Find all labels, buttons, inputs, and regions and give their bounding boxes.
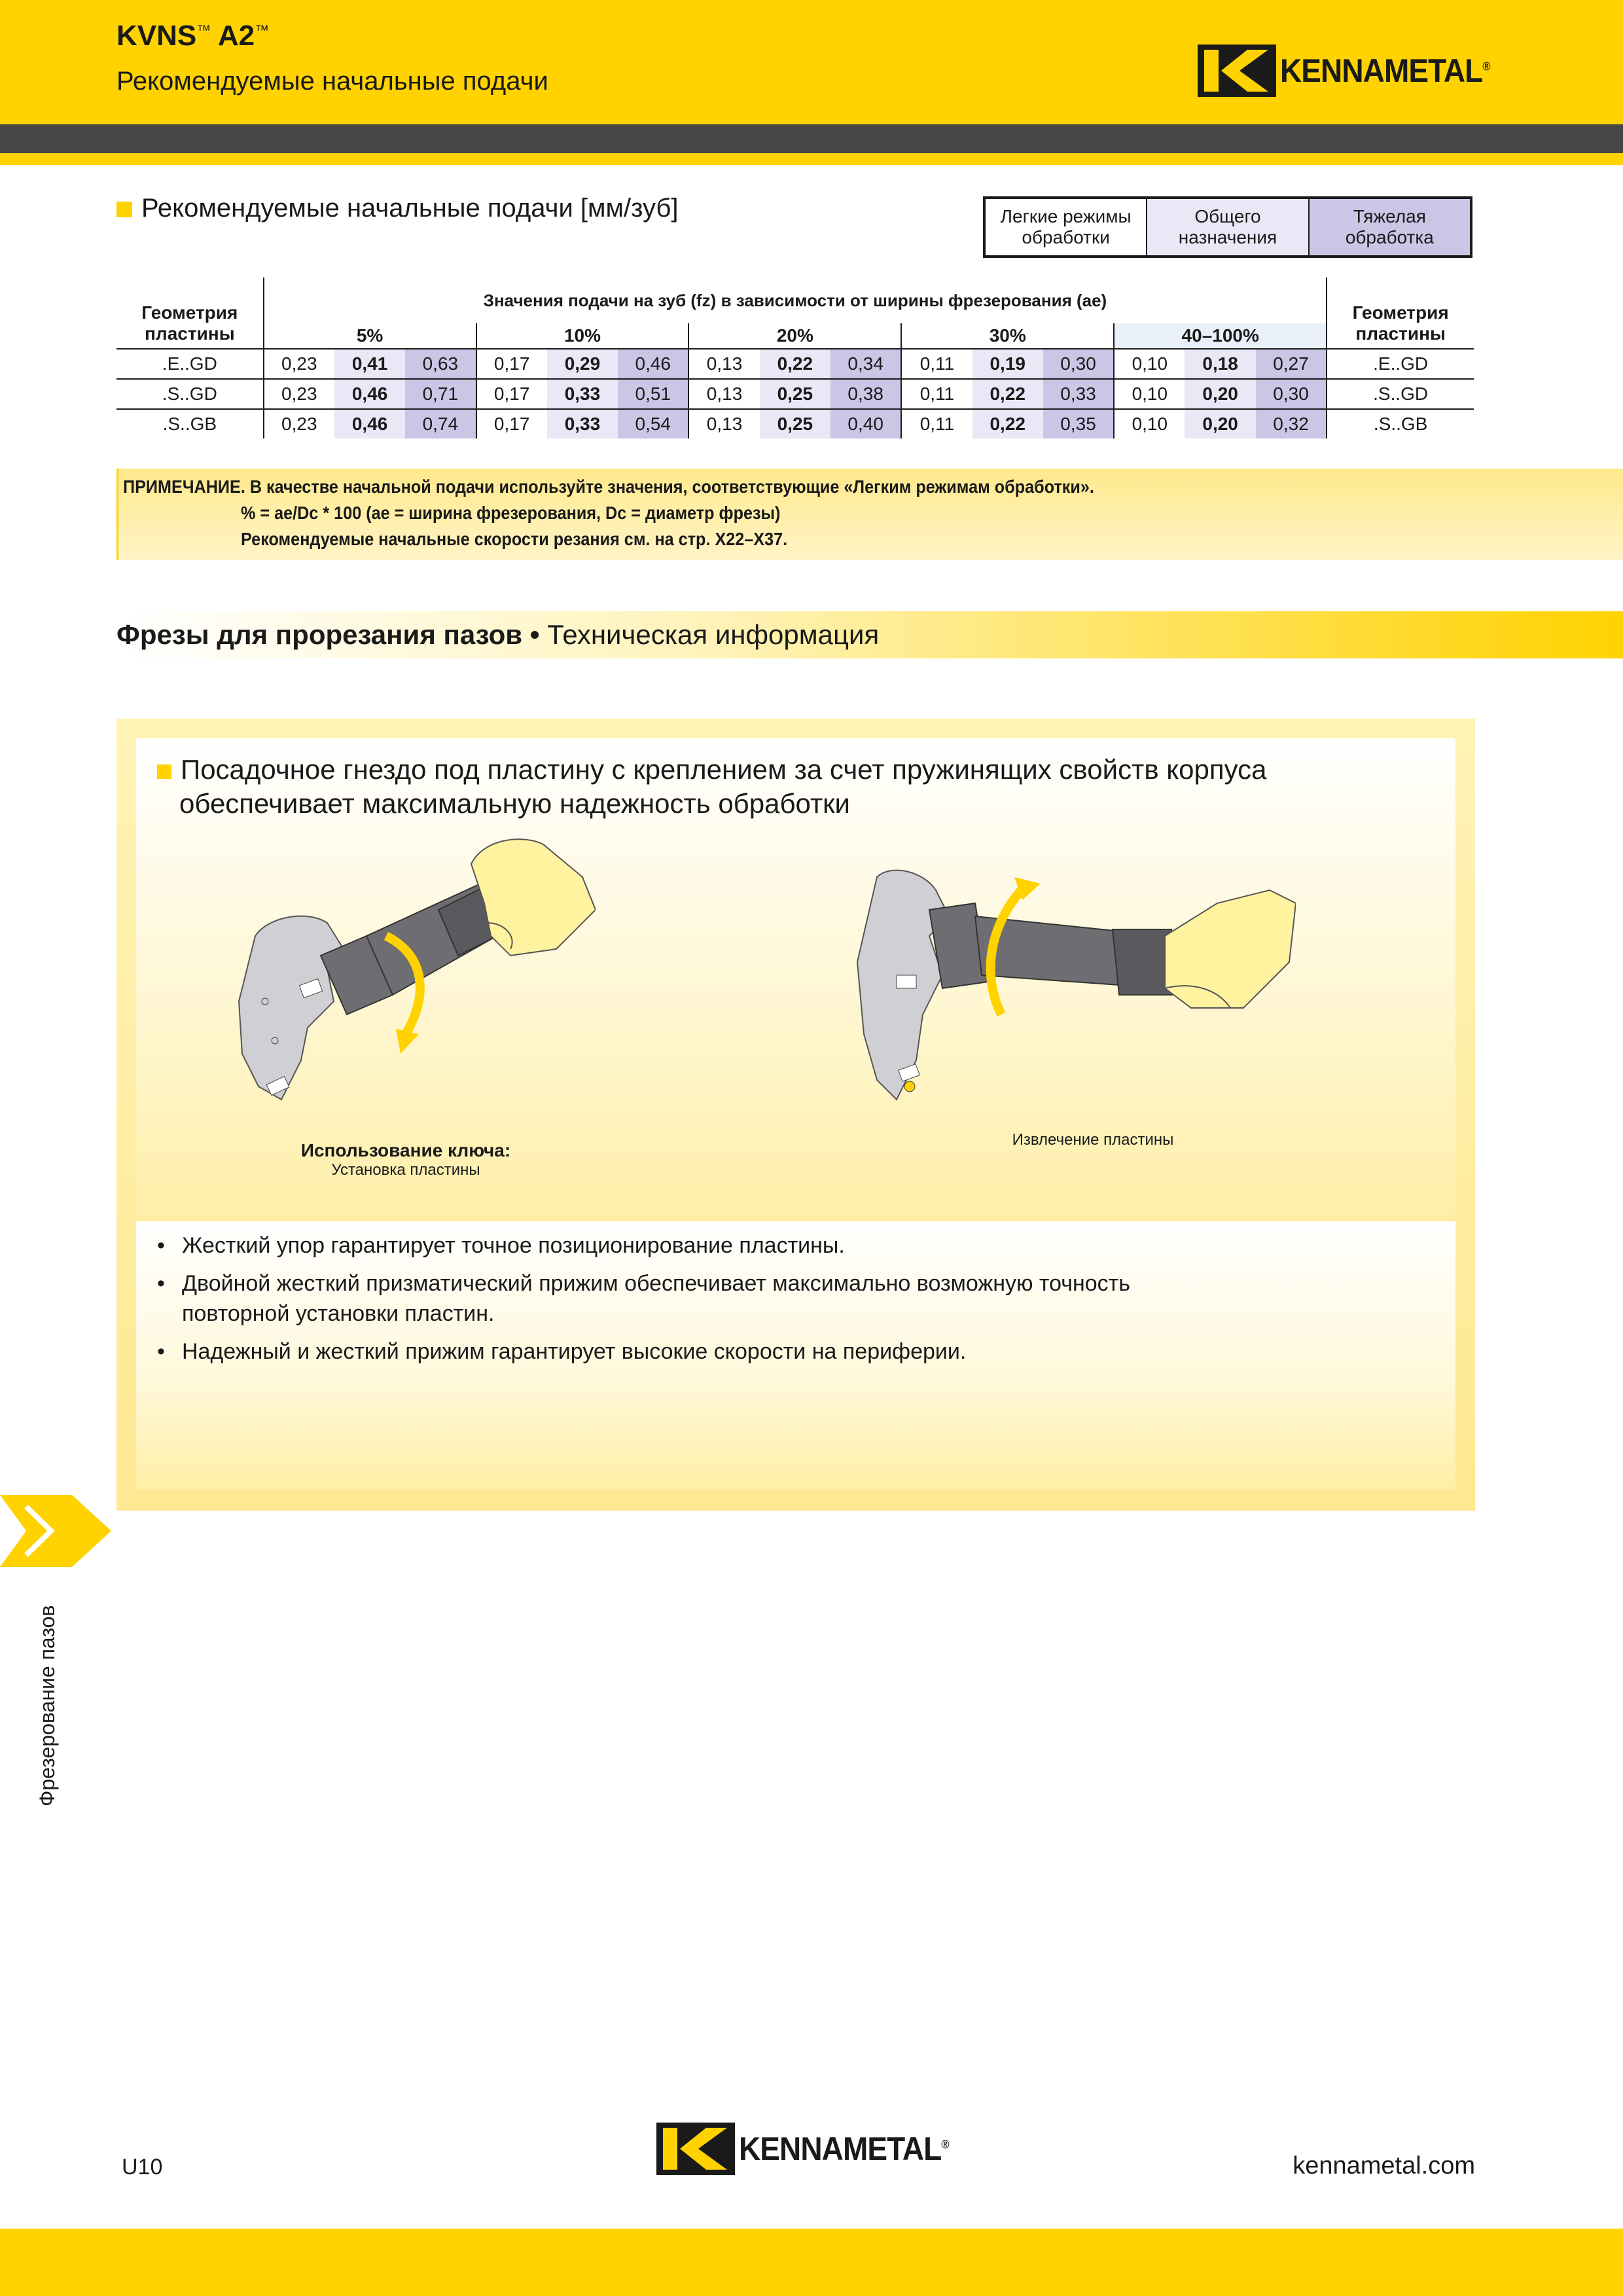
legend-heavy: Тяжелая обработка xyxy=(1310,199,1470,255)
feed-value-cell: 0,10 xyxy=(1114,379,1185,409)
feed-value-cell: 0,33 xyxy=(547,379,618,409)
feed-value-cell: 0,13 xyxy=(688,349,759,379)
feed-value-cell: 0,22 xyxy=(760,349,830,379)
geometry-cell: .S..GD xyxy=(116,379,264,409)
side-tab-label: Фрезерование пазов xyxy=(35,1605,59,1806)
feed-value-cell: 0,51 xyxy=(618,379,688,409)
feed-value-cell: 0,54 xyxy=(618,409,688,439)
page-subtitle: Рекомендуемые начальные подачи xyxy=(116,67,548,96)
width-header: 30% xyxy=(901,323,1114,349)
table-row xyxy=(116,409,1474,439)
feed-value-cell: 0,11 xyxy=(901,379,972,409)
feed-value-cell: 0,46 xyxy=(618,349,688,379)
geometry-cell: .S..GB xyxy=(116,409,264,439)
image2-caption: Извлечение пластины xyxy=(1012,1131,1174,1149)
feed-value-cell: 0,23 xyxy=(264,409,334,439)
note-line: % = ae/Dc * 100 (ae = ширина фрезерования, Dc = диаметр фрезы) xyxy=(241,503,781,523)
feed-value-cell: 0,11 xyxy=(901,409,972,439)
feed-value-cell: 0,17 xyxy=(476,379,547,409)
header-gray-stripe xyxy=(0,124,1623,153)
feed-value-cell: 0,18 xyxy=(1185,349,1255,379)
geometry-cell: .E..GD xyxy=(1327,349,1474,379)
note-accent xyxy=(116,469,118,560)
bullet-item: • Двойной жесткий призматический прижим обеспечивает максимально возможную точность повторной установки пластин. xyxy=(157,1268,1400,1329)
feed-value-cell: 0,32 xyxy=(1256,409,1327,439)
feed-value-cell: 0,20 xyxy=(1185,379,1255,409)
feed-value-cell: 0,63 xyxy=(405,349,476,379)
feed-table-wrapper xyxy=(116,278,1474,439)
website-link[interactable]: kennametal.com xyxy=(1293,2152,1475,2179)
feed-value-cell: 0,11 xyxy=(901,349,972,379)
width-header: 20% xyxy=(688,323,901,349)
feed-value-cell: 0,30 xyxy=(1256,379,1327,409)
note-line: ПРИМЕЧАНИЕ. В качестве начальной подачи используйте значения, соответствующие «Легким режимам обработки». xyxy=(123,476,1094,497)
feature-heading: Посадочное гнездо под пластину с креплением за счет пружинящих свойств корпуса обеспечивает максимальную надежность обработки xyxy=(157,753,1400,821)
feed-value-cell: 0,71 xyxy=(405,379,476,409)
feed-table xyxy=(116,278,1474,439)
width-header: 5% xyxy=(264,323,476,349)
geometry-cell: .E..GD xyxy=(116,349,264,379)
logo-wordmark: KENNAMETAL® xyxy=(739,2130,949,2167)
feed-value-cell: 0,20 xyxy=(1185,409,1255,439)
feed-main-header: Значения подачи на зуб (fz) в зависимости от ширины фрезерования (ae) xyxy=(483,290,1107,310)
feed-value-cell: 0,74 xyxy=(405,409,476,439)
page-title: KVNS™ A2™ xyxy=(116,20,270,52)
feed-value-cell: 0,17 xyxy=(476,409,547,439)
bullet-item: • Жесткий упор гарантирует точное позиционирование пластины. xyxy=(157,1230,1400,1261)
feed-value-cell: 0,23 xyxy=(264,379,334,409)
legend xyxy=(983,196,1472,258)
yellow-square-icon xyxy=(116,202,132,217)
feed-value-cell: 0,30 xyxy=(1043,349,1114,379)
legend-light: Легкие режимы обработки xyxy=(986,199,1147,255)
bullet-dot-icon: • xyxy=(157,1339,165,1364)
image1-caption: Использование ключа: Установка пластины xyxy=(300,1140,511,1179)
feed-value-cell: 0,40 xyxy=(830,409,901,439)
geometry-cell: .S..GD xyxy=(1327,379,1474,409)
feed-value-cell: 0,46 xyxy=(334,409,405,439)
feed-value-cell: 0,46 xyxy=(334,379,405,409)
feed-value-cell: 0,35 xyxy=(1043,409,1114,439)
feature-bullets xyxy=(157,1230,1400,1374)
feed-value-cell: 0,23 xyxy=(264,349,334,379)
feed-value-cell: 0,25 xyxy=(760,379,830,409)
feed-value-cell: 0,10 xyxy=(1114,349,1185,379)
feed-value-cell: 0,41 xyxy=(334,349,405,379)
feed-value-cell: 0,22 xyxy=(972,409,1043,439)
kennametal-k-icon xyxy=(1198,45,1276,97)
feed-value-cell: 0,27 xyxy=(1256,349,1327,379)
width-header: 40–100% xyxy=(1114,323,1327,349)
feed-table-body xyxy=(116,349,1474,439)
header-yellow-stripe xyxy=(0,153,1623,165)
table-row xyxy=(116,349,1474,379)
feed-value-cell: 0,25 xyxy=(760,409,830,439)
footer-band xyxy=(0,2229,1623,2296)
yellow-square-icon xyxy=(157,764,171,779)
note-line: Рекомендуемые начальные скорости резания см. на стр. X22–X37. xyxy=(241,529,788,549)
kennametal-logo-footer xyxy=(656,2123,967,2175)
feeds-section-title: Рекомендуемые начальные подачи [мм/зуб] xyxy=(116,194,679,223)
feed-value-cell: 0,38 xyxy=(830,379,901,409)
table-row xyxy=(116,379,1474,409)
bullet-item: • Надежный и жесткий прижим гарантирует высокие скорости на периферии. xyxy=(157,1336,1400,1367)
kennametal-k-icon xyxy=(656,2123,735,2175)
bullet-dot-icon: • xyxy=(157,1271,165,1296)
bullet-dot-icon: • xyxy=(157,1233,165,1258)
logo-wordmark: KENNAMETAL® xyxy=(1280,52,1490,89)
tech-section-title: Фрезы для прорезания пазов • Техническая информация xyxy=(116,619,880,650)
geometry-header-left: Геометрия пластины xyxy=(116,278,264,349)
feed-value-cell: 0,10 xyxy=(1114,409,1185,439)
feed-value-cell: 0,33 xyxy=(547,409,618,439)
legend-general: Общего назначения xyxy=(1147,199,1309,255)
wrench-removal-illustration xyxy=(851,864,1296,1126)
feed-value-cell: 0,33 xyxy=(1043,379,1114,409)
kennametal-logo xyxy=(1198,45,1508,97)
feed-value-cell: 0,13 xyxy=(688,409,759,439)
geometry-header-right: Геометрия пластины xyxy=(1327,278,1474,349)
feed-value-cell: 0,13 xyxy=(688,379,759,409)
feed-value-cell: 0,17 xyxy=(476,349,547,379)
note-box xyxy=(116,469,1623,560)
wrench-install-illustration xyxy=(229,838,596,1139)
feed-value-cell: 0,29 xyxy=(547,349,618,379)
feed-value-cell: 0,22 xyxy=(972,379,1043,409)
feed-value-cell: 0,19 xyxy=(972,349,1043,379)
feed-value-cell: 0,34 xyxy=(830,349,901,379)
geometry-cell: .S..GB xyxy=(1327,409,1474,439)
side-chevron-icon xyxy=(0,1495,111,1567)
page-number: U10 xyxy=(122,2155,163,2179)
width-header: 10% xyxy=(476,323,689,349)
